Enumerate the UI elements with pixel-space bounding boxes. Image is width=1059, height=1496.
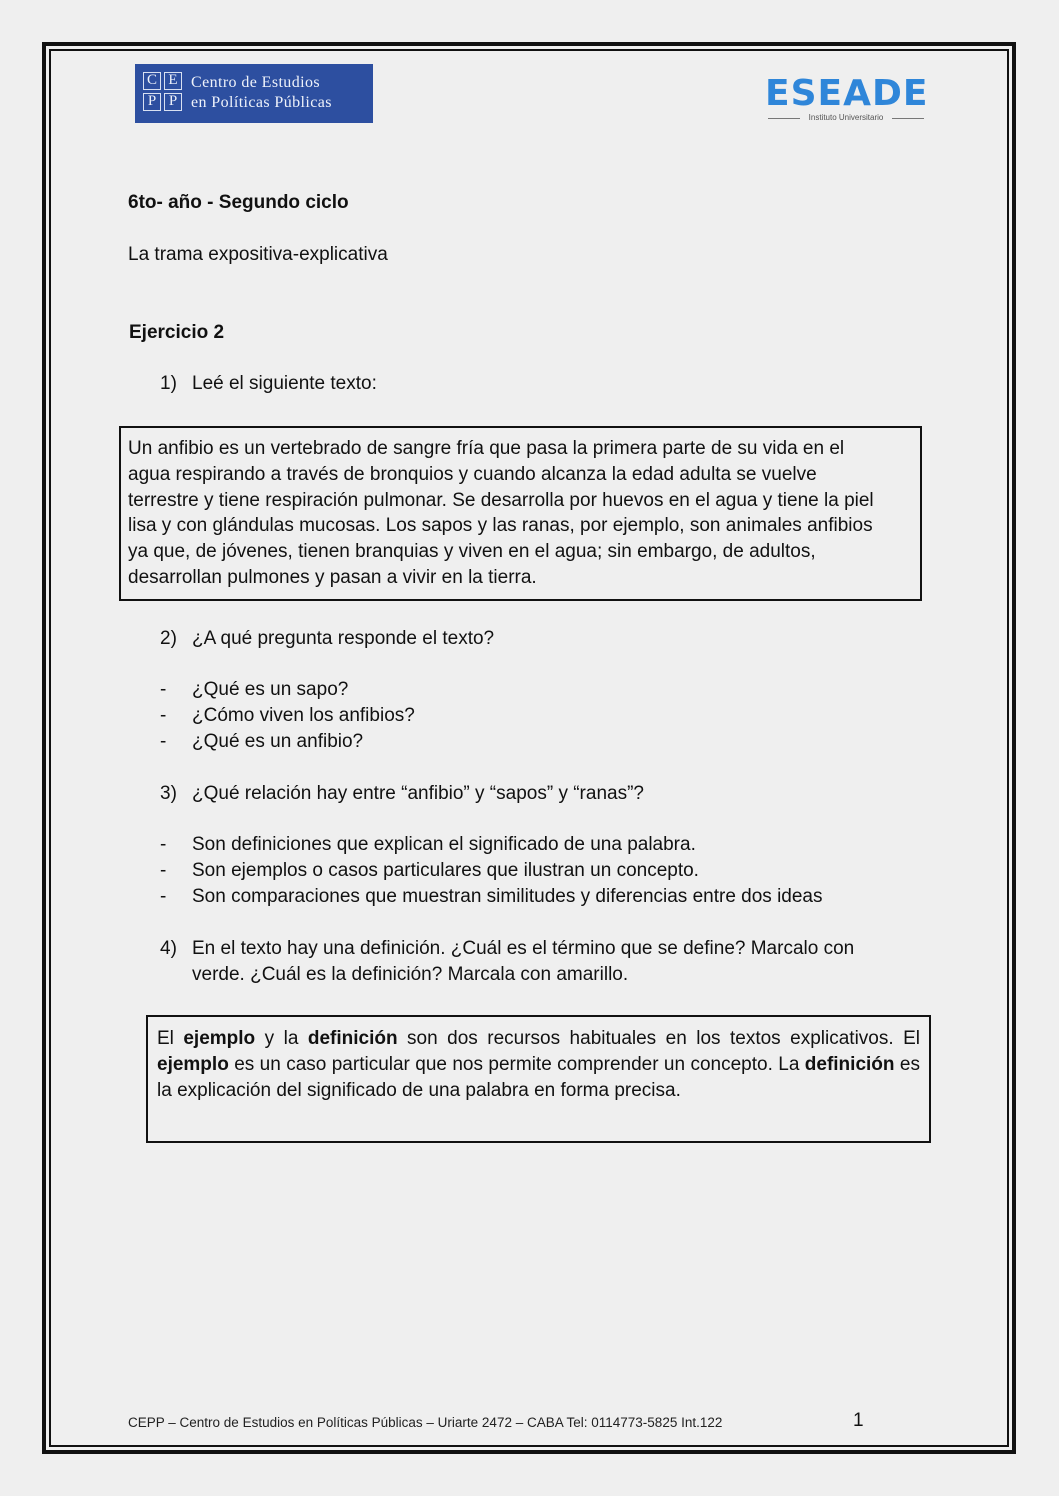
info-text: El xyxy=(157,1028,184,1049)
cepp-logo-letter: E xyxy=(164,72,182,90)
reading-text-line: terrestre y tiene respiración pulmonar. Se desarrolla por huevos en el agua y tiene la piel xyxy=(128,489,874,511)
reading-text-line: lisa y con glándulas mucosas. Los sapos y las ranas, por ejemplo, son animales anfibios xyxy=(128,515,873,537)
question-1-text: Leé el siguiente texto: xyxy=(192,373,377,394)
option-bullet: - xyxy=(160,705,167,726)
option-bullet: - xyxy=(160,834,167,855)
reading-text-line: agua respirando a través de bronquios y cuando alcanza la edad adulta se vuelve xyxy=(128,463,817,485)
reading-text-line: Un anfibio es un vertebrado de sangre fría que pasa la primera parte de su vida en el xyxy=(128,438,845,459)
eseade-logo-rule-right xyxy=(892,118,924,119)
eseade-logo-name: ESEADE xyxy=(765,73,929,114)
question-2-option: ¿Qué es un anfibio? xyxy=(192,731,364,752)
eseade-logo-rule-left xyxy=(768,118,800,119)
footer-text: CEPP – Centro de Estudios en Políticas Públicas – Uriarte 2472 – CABA Tel: 0114773-5825 Int.122 xyxy=(128,1415,723,1430)
term-definicion: definición xyxy=(307,1028,398,1049)
term-definicion: definición xyxy=(804,1054,895,1075)
question-1-number: 1) xyxy=(160,373,177,394)
cepp-logo-grid xyxy=(143,72,185,114)
option-bullet: - xyxy=(160,886,167,907)
topic-heading: La trama expositiva-explicativa xyxy=(128,244,388,265)
reading-text xyxy=(128,436,913,591)
question-3-option: Son ejemplos o casos particulares que ilustran un concepto. xyxy=(192,860,699,881)
question-3-option: Son comparaciones que muestran similitudes y diferencias entre dos ideas xyxy=(192,886,823,907)
cepp-logo xyxy=(135,64,373,123)
reading-text-line: desarrollan pulmones y pasan a vivir en la tierra. xyxy=(128,566,537,588)
reading-text-line: ya que, de jóvenes, tienen branquias y viven en el agua; sin embargo, de adultos, xyxy=(128,541,816,563)
question-3-text: ¿Qué relación hay entre “anfibio” y “sapos” y “ranas”? xyxy=(192,783,644,804)
option-bullet: - xyxy=(160,860,167,881)
question-3-option: Son definiciones que explican el significado de una palabra. xyxy=(192,834,696,855)
cepp-logo-letter: C xyxy=(143,72,161,90)
cepp-logo-letter: P xyxy=(143,93,161,111)
info-text: es un caso particular que nos permite comprender un concepto. La xyxy=(228,1054,805,1075)
question-2-text: ¿A qué pregunta responde el texto? xyxy=(192,628,495,649)
question-4-text-line2: verde. ¿Cuál es la definición? Marcala con amarillo. xyxy=(192,964,629,985)
question-3-number: 3) xyxy=(160,783,177,804)
option-bullet: - xyxy=(160,731,167,752)
eseade-logo-subtitle: Instituto Universitario xyxy=(808,113,884,122)
question-4-number: 4) xyxy=(160,938,177,959)
question-2-number: 2) xyxy=(160,628,177,649)
reading-text-box xyxy=(119,426,922,601)
cepp-logo-name-line1: Centro de Estudios xyxy=(191,74,320,91)
cepp-logo-name xyxy=(191,73,332,113)
question-2-option: ¿Cómo viven los anfibios? xyxy=(192,705,415,726)
cepp-logo-name-line2: en Políticas Públicas xyxy=(191,94,332,111)
cepp-logo-letter: P xyxy=(164,93,182,111)
question-4-text-line1: En el texto hay una definición. ¿Cuál es el término que se define? Marcalo con xyxy=(192,938,855,959)
info-text: son dos recursos habituales en los textos explicativos. El xyxy=(397,1028,920,1049)
term-ejemplo: ejemplo xyxy=(157,1054,229,1075)
page-number: 1 xyxy=(853,1410,864,1431)
exercise-title: Ejercicio 2 xyxy=(129,322,225,343)
term-ejemplo: ejemplo xyxy=(183,1028,256,1049)
info-text: es la explicación del significado de una palabra en forma precisa. xyxy=(157,1054,920,1101)
grade-heading: 6to- año - Segundo ciclo xyxy=(128,192,349,213)
info-box-text xyxy=(157,1026,920,1104)
question-2-option: ¿Qué es un sapo? xyxy=(192,679,349,700)
info-text: y la xyxy=(255,1028,308,1049)
option-bullet: - xyxy=(160,679,167,700)
info-box xyxy=(146,1015,931,1143)
eseade-logo xyxy=(765,74,927,126)
